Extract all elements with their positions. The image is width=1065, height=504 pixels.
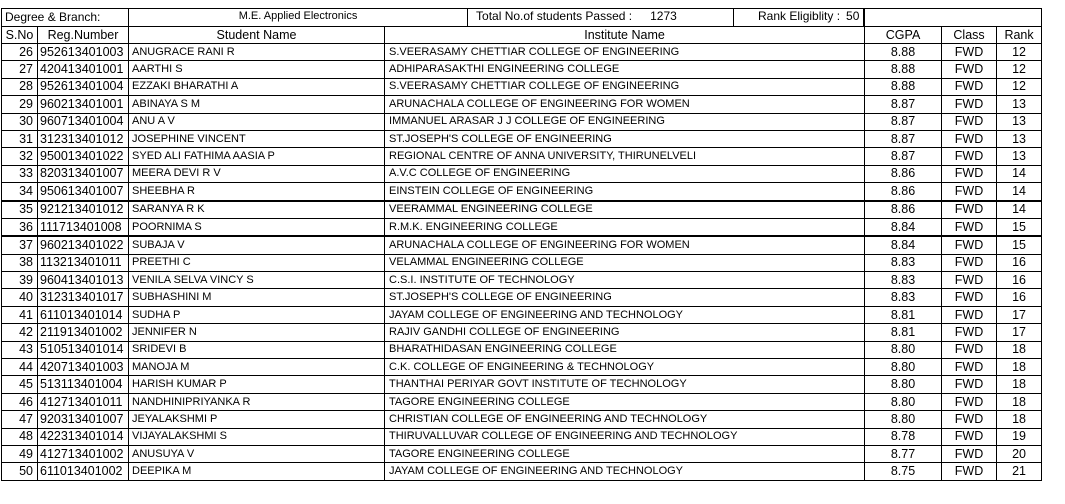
table-row (2, 96, 1042, 113)
header-info (129, 9, 865, 27)
passed-label: Total No.of students Passed : (476, 9, 633, 23)
student-name-cell: SUBAJA V (129, 236, 385, 254)
reg-number-cell: 611013401002 (38, 463, 129, 480)
cgpa-cell: 8.75 (865, 463, 942, 480)
class-cell: FWD (942, 272, 997, 289)
table-row (2, 272, 1042, 289)
col-rank: Rank (997, 27, 1042, 44)
student-name-cell: HARISH KUMAR P (129, 376, 385, 393)
rank-cell: 17 (997, 306, 1042, 323)
sno-cell: 42 (2, 324, 38, 341)
cgpa-cell: 8.83 (865, 254, 942, 271)
sno-cell: 37 (2, 236, 38, 254)
cgpa-cell: 8.88 (865, 44, 942, 61)
table-row (2, 445, 1042, 462)
rank-cell: 14 (997, 183, 1042, 201)
branch-name: M.E. Applied Electronics (129, 9, 468, 26)
rank-cell: 15 (997, 218, 1042, 236)
col-cgpa: CGPA (865, 27, 942, 44)
class-cell: FWD (942, 148, 997, 165)
class-cell: FWD (942, 324, 997, 341)
rank-cell: 12 (997, 78, 1042, 95)
cgpa-cell: 8.86 (865, 201, 942, 219)
rank-value: 50 (846, 9, 860, 23)
reg-number-cell: 312313401017 (38, 289, 129, 306)
sno-cell: 38 (2, 254, 38, 271)
cgpa-cell: 8.83 (865, 272, 942, 289)
rank-cell: 20 (997, 445, 1042, 462)
reg-number-cell: 412713401002 (38, 445, 129, 462)
class-cell: FWD (942, 113, 997, 130)
student-name-cell: JOSEPHINE VINCENT (129, 130, 385, 147)
table-row (2, 393, 1042, 410)
reg-number-cell: 921213401012 (38, 201, 129, 219)
rank-cell: 12 (997, 44, 1042, 61)
reg-number-cell: 960413401013 (38, 272, 129, 289)
institute-name-cell: BHARATHIDASAN ENGINEERING COLLEGE (385, 341, 865, 358)
class-cell: FWD (942, 376, 997, 393)
rank-cell: 21 (997, 463, 1042, 480)
class-cell: FWD (942, 306, 997, 323)
institute-name-cell: THANTHAI PERIYAR GOVT INSTITUTE OF TECHNOLOGY (385, 376, 865, 393)
class-cell: FWD (942, 463, 997, 480)
sno-cell: 49 (2, 445, 38, 462)
institute-name-cell: VEERAMMAL ENGINEERING COLLEGE (385, 201, 865, 219)
rank-cell: 18 (997, 341, 1042, 358)
cgpa-cell: 8.86 (865, 165, 942, 182)
institute-name-cell: ST.JOSEPH'S COLLEGE OF ENGINEERING (385, 289, 865, 306)
student-name-cell: EZZAKI BHARATHI A (129, 78, 385, 95)
rank-label: Rank Eligiblity : (758, 9, 841, 23)
table-row (2, 376, 1042, 393)
column-header-row (2, 27, 1042, 44)
sno-cell: 34 (2, 183, 38, 201)
student-name-cell: MANOJA M (129, 359, 385, 376)
student-name-cell: VIJAYALAKSHMI S (129, 428, 385, 445)
sno-cell: 32 (2, 148, 38, 165)
reg-number-cell: 960213401001 (38, 96, 129, 113)
rank-cell: 18 (997, 393, 1042, 410)
table-row (2, 341, 1042, 358)
class-cell: FWD (942, 289, 997, 306)
institute-name-cell: EINSTEIN COLLEGE OF ENGINEERING (385, 183, 865, 201)
table-row (2, 428, 1042, 445)
table-row (2, 78, 1042, 95)
header-row (2, 9, 1042, 27)
student-name-cell: ANUSUYA V (129, 445, 385, 462)
table-row (2, 254, 1042, 271)
sno-cell: 48 (2, 428, 38, 445)
cgpa-cell: 8.87 (865, 96, 942, 113)
table-row (2, 289, 1042, 306)
student-name-cell: DEEPIKA M (129, 463, 385, 480)
cgpa-cell: 8.80 (865, 341, 942, 358)
table-row (2, 411, 1042, 428)
rank-cell: 18 (997, 411, 1042, 428)
student-name-cell: SHEEBHA R (129, 183, 385, 201)
rank-eligibility (734, 9, 864, 26)
reg-number-cell: 420713401003 (38, 359, 129, 376)
sno-cell: 29 (2, 96, 38, 113)
sno-cell: 44 (2, 359, 38, 376)
class-cell: FWD (942, 78, 997, 95)
institute-name-cell: ARUNACHALA COLLEGE OF ENGINEERING FOR WOMEN (385, 96, 865, 113)
class-cell: FWD (942, 254, 997, 271)
student-name-cell: SARANYA R K (129, 201, 385, 219)
cgpa-cell: 8.84 (865, 218, 942, 236)
reg-number-cell: 950013401022 (38, 148, 129, 165)
table-row (2, 201, 1042, 219)
reg-number-cell: 111713401008 (38, 218, 129, 236)
institute-name-cell: C.K. COLLEGE OF ENGINEERING & TECHNOLOGY (385, 359, 865, 376)
institute-name-cell: C.S.I. INSTITUTE OF TECHNOLOGY (385, 272, 865, 289)
rank-cell: 12 (997, 61, 1042, 78)
rank-cell: 15 (997, 236, 1042, 254)
rank-table (1, 8, 1042, 481)
student-name-cell: POORNIMA S (129, 218, 385, 236)
class-cell: FWD (942, 130, 997, 147)
cgpa-cell: 8.88 (865, 61, 942, 78)
institute-name-cell: VELAMMAL ENGINEERING COLLEGE (385, 254, 865, 271)
student-name-cell: SUDHA P (129, 306, 385, 323)
reg-number-cell: 952613401004 (38, 78, 129, 95)
table-row (2, 218, 1042, 236)
reg-number-cell: 420413401001 (38, 61, 129, 78)
table-row (2, 130, 1042, 147)
rank-cell: 18 (997, 376, 1042, 393)
institute-name-cell: JAYAM COLLEGE OF ENGINEERING AND TECHNOLOGY (385, 306, 865, 323)
table-row (2, 61, 1042, 78)
institute-name-cell: ADHIPARASAKTHI ENGINEERING COLLEGE (385, 61, 865, 78)
sno-cell: 46 (2, 393, 38, 410)
class-cell: FWD (942, 393, 997, 410)
sno-cell: 40 (2, 289, 38, 306)
cgpa-cell: 8.87 (865, 113, 942, 130)
passed-count (468, 9, 734, 26)
sno-cell: 26 (2, 44, 38, 61)
student-name-cell: NANDHINIPRIYANKA R (129, 393, 385, 410)
class-cell: FWD (942, 359, 997, 376)
class-cell: FWD (942, 236, 997, 254)
sno-cell: 33 (2, 165, 38, 182)
institute-name-cell: JAYAM COLLEGE OF ENGINEERING AND TECHNOLOGY (385, 463, 865, 480)
student-name-cell: ANU A V (129, 113, 385, 130)
reg-number-cell: 920313401007 (38, 411, 129, 428)
col-reg-number: Reg.Number (38, 27, 129, 44)
rank-list-sheet (1, 8, 1041, 481)
table-body (2, 44, 1042, 481)
table-row (2, 113, 1042, 130)
cgpa-cell: 8.81 (865, 306, 942, 323)
student-name-cell: AARTHI S (129, 61, 385, 78)
class-cell: FWD (942, 201, 997, 219)
cgpa-cell: 8.86 (865, 183, 942, 201)
student-name-cell: ANUGRACE RANI R (129, 44, 385, 61)
table-row (2, 148, 1042, 165)
class-cell: FWD (942, 445, 997, 462)
rank-cell: 13 (997, 130, 1042, 147)
sno-cell: 31 (2, 130, 38, 147)
rank-cell: 19 (997, 428, 1042, 445)
cgpa-cell: 8.83 (865, 289, 942, 306)
institute-name-cell: RAJIV GANDHI COLLEGE OF ENGINEERING (385, 324, 865, 341)
rank-cell: 13 (997, 113, 1042, 130)
table-row (2, 165, 1042, 182)
sno-cell: 39 (2, 272, 38, 289)
reg-number-cell: 611013401014 (38, 306, 129, 323)
cgpa-cell: 8.84 (865, 236, 942, 254)
col-institute-name: Institute Name (385, 27, 865, 44)
table-row (2, 236, 1042, 254)
institute-name-cell: R.M.K. ENGINEERING COLLEGE (385, 218, 865, 236)
institute-name-cell: TAGORE ENGINEERING COLLEGE (385, 445, 865, 462)
class-cell: FWD (942, 411, 997, 428)
col-sno: S.No (2, 27, 38, 44)
reg-number-cell: 960213401022 (38, 236, 129, 254)
col-class: Class (942, 27, 997, 44)
reg-number-cell: 312313401012 (38, 130, 129, 147)
sno-cell: 41 (2, 306, 38, 323)
reg-number-cell: 113213401011 (38, 254, 129, 271)
cgpa-cell: 8.81 (865, 324, 942, 341)
class-cell: FWD (942, 61, 997, 78)
table-row (2, 44, 1042, 61)
header-spacer (865, 9, 1042, 27)
cgpa-cell: 8.88 (865, 78, 942, 95)
institute-name-cell: CHRISTIAN COLLEGE OF ENGINEERING AND TECHNOLOGY (385, 411, 865, 428)
rank-cell: 14 (997, 165, 1042, 182)
student-name-cell: SYED ALI FATHIMA AASIA P (129, 148, 385, 165)
rank-cell: 16 (997, 289, 1042, 306)
sno-cell: 50 (2, 463, 38, 480)
rank-cell: 17 (997, 324, 1042, 341)
degree-label: Degree & Branch: (2, 9, 129, 27)
student-name-cell: PREETHI C (129, 254, 385, 271)
cgpa-cell: 8.80 (865, 359, 942, 376)
institute-name-cell: IMMANUEL ARASAR J J COLLEGE OF ENGINEERING (385, 113, 865, 130)
class-cell: FWD (942, 218, 997, 236)
class-cell: FWD (942, 165, 997, 182)
sno-cell: 47 (2, 411, 38, 428)
col-student-name: Student Name (129, 27, 385, 44)
table-row (2, 463, 1042, 480)
reg-number-cell: 513113401004 (38, 376, 129, 393)
institute-name-cell: A.V.C COLLEGE OF ENGINEERING (385, 165, 865, 182)
reg-number-cell: 422313401014 (38, 428, 129, 445)
student-name-cell: ABINAYA S M (129, 96, 385, 113)
reg-number-cell: 960713401004 (38, 113, 129, 130)
sno-cell: 28 (2, 78, 38, 95)
rank-cell: 14 (997, 201, 1042, 219)
reg-number-cell: 950613401007 (38, 183, 129, 201)
reg-number-cell: 510513401014 (38, 341, 129, 358)
cgpa-cell: 8.80 (865, 393, 942, 410)
reg-number-cell: 952613401003 (38, 44, 129, 61)
institute-name-cell: ST.JOSEPH'S COLLEGE OF ENGINEERING (385, 130, 865, 147)
student-name-cell: JENNIFER N (129, 324, 385, 341)
rank-cell: 13 (997, 96, 1042, 113)
reg-number-cell: 211913401002 (38, 324, 129, 341)
student-name-cell: JEYALAKSHMI P (129, 411, 385, 428)
sno-cell: 45 (2, 376, 38, 393)
sno-cell: 35 (2, 201, 38, 219)
student-name-cell: VENILA SELVA VINCY S (129, 272, 385, 289)
passed-value: 1273 (650, 9, 677, 23)
rank-cell: 16 (997, 254, 1042, 271)
class-cell: FWD (942, 183, 997, 201)
sno-cell: 36 (2, 218, 38, 236)
cgpa-cell: 8.78 (865, 428, 942, 445)
institute-name-cell: S.VEERASAMY CHETTIAR COLLEGE OF ENGINEERING (385, 78, 865, 95)
institute-name-cell: TAGORE ENGINEERING COLLEGE (385, 393, 865, 410)
rank-cell: 13 (997, 148, 1042, 165)
class-cell: FWD (942, 44, 997, 61)
student-name-cell: MEERA DEVI R V (129, 165, 385, 182)
cgpa-cell: 8.87 (865, 148, 942, 165)
institute-name-cell: S.VEERASAMY CHETTIAR COLLEGE OF ENGINEERING (385, 44, 865, 61)
sno-cell: 43 (2, 341, 38, 358)
reg-number-cell: 820313401007 (38, 165, 129, 182)
institute-name-cell: ARUNACHALA COLLEGE OF ENGINEERING FOR WOMEN (385, 236, 865, 254)
rank-cell: 16 (997, 272, 1042, 289)
cgpa-cell: 8.77 (865, 445, 942, 462)
table-row (2, 183, 1042, 201)
sno-cell: 27 (2, 61, 38, 78)
class-cell: FWD (942, 341, 997, 358)
table-row (2, 306, 1042, 323)
rank-cell: 18 (997, 359, 1042, 376)
sno-cell: 30 (2, 113, 38, 130)
cgpa-cell: 8.87 (865, 130, 942, 147)
cgpa-cell: 8.80 (865, 376, 942, 393)
class-cell: FWD (942, 96, 997, 113)
table-row (2, 324, 1042, 341)
class-cell: FWD (942, 428, 997, 445)
reg-number-cell: 412713401011 (38, 393, 129, 410)
student-name-cell: SUBHASHINI M (129, 289, 385, 306)
cgpa-cell: 8.80 (865, 411, 942, 428)
table-row (2, 359, 1042, 376)
institute-name-cell: REGIONAL CENTRE OF ANNA UNIVERSITY, THIRUNELVELI (385, 148, 865, 165)
student-name-cell: SRIDEVI B (129, 341, 385, 358)
institute-name-cell: THIRUVALLUVAR COLLEGE OF ENGINEERING AND TECHNOLOGY (385, 428, 865, 445)
